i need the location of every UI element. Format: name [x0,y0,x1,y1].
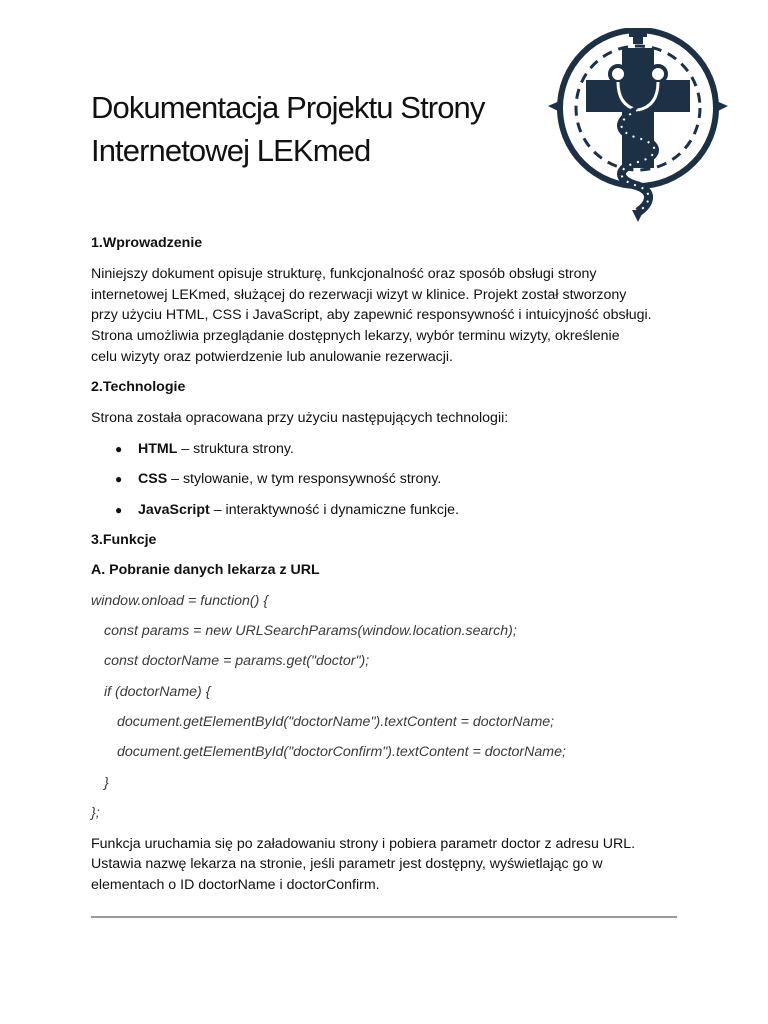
intro-paragraph [91,264,681,368]
subsection-heading-doctor-url: A. Pobranie danych lekarza z URL [91,562,320,579]
list-item [91,439,681,460]
code-line: const doctorName = params.get("doctor"); [104,653,370,670]
bullet-icon: ● [115,472,123,487]
technologies-intro: Strona została opracowana przy użyciu następujących technologii: [91,410,509,427]
tech-name: HTML [138,440,178,457]
code-line: } [104,774,109,791]
section-heading-functions: 3.Funkcje [91,532,157,549]
document-body [91,233,681,896]
func-line-2: Ustawia nazwę lekarza na stronie, jeśli parametr jest dostępny, wyświetlając go w [91,856,603,873]
intro-line-4: Strona umożliwia przeglądanie dostępnych lekarzy, wybór terminu wizyty, określenie [91,328,620,345]
intro-line-5: celu wizyty oraz potwierdzenie lub anulowanie rezerwacji. [91,348,453,365]
intro-line-3: przy użyciu HTML, CSS i JavaScript, aby zapewnić responsywność i intuicyjność obsługi. [91,307,652,324]
bullet-icon: ● [115,441,123,456]
list-item [91,500,681,521]
intro-line-2: internetowej LEKmed, służącej do rezerwacji wizyt w klinice. Projekt został stworzony [91,286,627,303]
horizontal-divider [91,916,677,918]
func-line-1: Funkcja uruchamia się po załadowaniu strony i pobiera parametr doctor z adresu URL. [91,835,636,852]
code-line: if (doctorName) { [104,683,211,700]
section-heading-technologies: 2.Technologie [91,379,186,396]
code-line: }; [91,804,100,821]
code-block [91,591,681,824]
intro-line-1: Niniejszy dokument opisuje strukturę, funkcjonalność oraz sposób obsługi strony [91,265,597,282]
code-line: const params = new URLSearchParams(window.location.search); [104,623,517,640]
document-title [91,86,541,172]
function-description-paragraph [91,834,681,896]
tech-description: – stylowanie, w tym responsywność strony. [167,471,442,488]
code-line: document.getElementById("doctorName").textContent = doctorName; [117,713,555,730]
func-line-3: elementach o ID doctorName i doctorConfirm. [91,877,380,894]
tech-description: – struktura strony. [177,440,294,457]
list-item [91,469,681,490]
tech-name: JavaScript [138,501,210,518]
code-line: document.getElementById("doctorConfirm").textContent = doctorName; [117,744,566,761]
title-line-1: Dokumentacja Projektu Strony [91,90,485,125]
technologies-list [91,439,681,521]
bullet-icon: ● [115,502,123,517]
medical-cross-stethoscope-logo-icon [546,28,730,222]
title-line-2: Internetowej LEKmed [91,133,371,168]
tech-name: CSS [138,471,168,488]
tech-description: – interaktywność i dynamiczne funkcje. [209,501,459,518]
section-heading-intro: 1.Wprowadzenie [91,235,203,251]
code-line: window.onload = function() { [91,592,269,609]
